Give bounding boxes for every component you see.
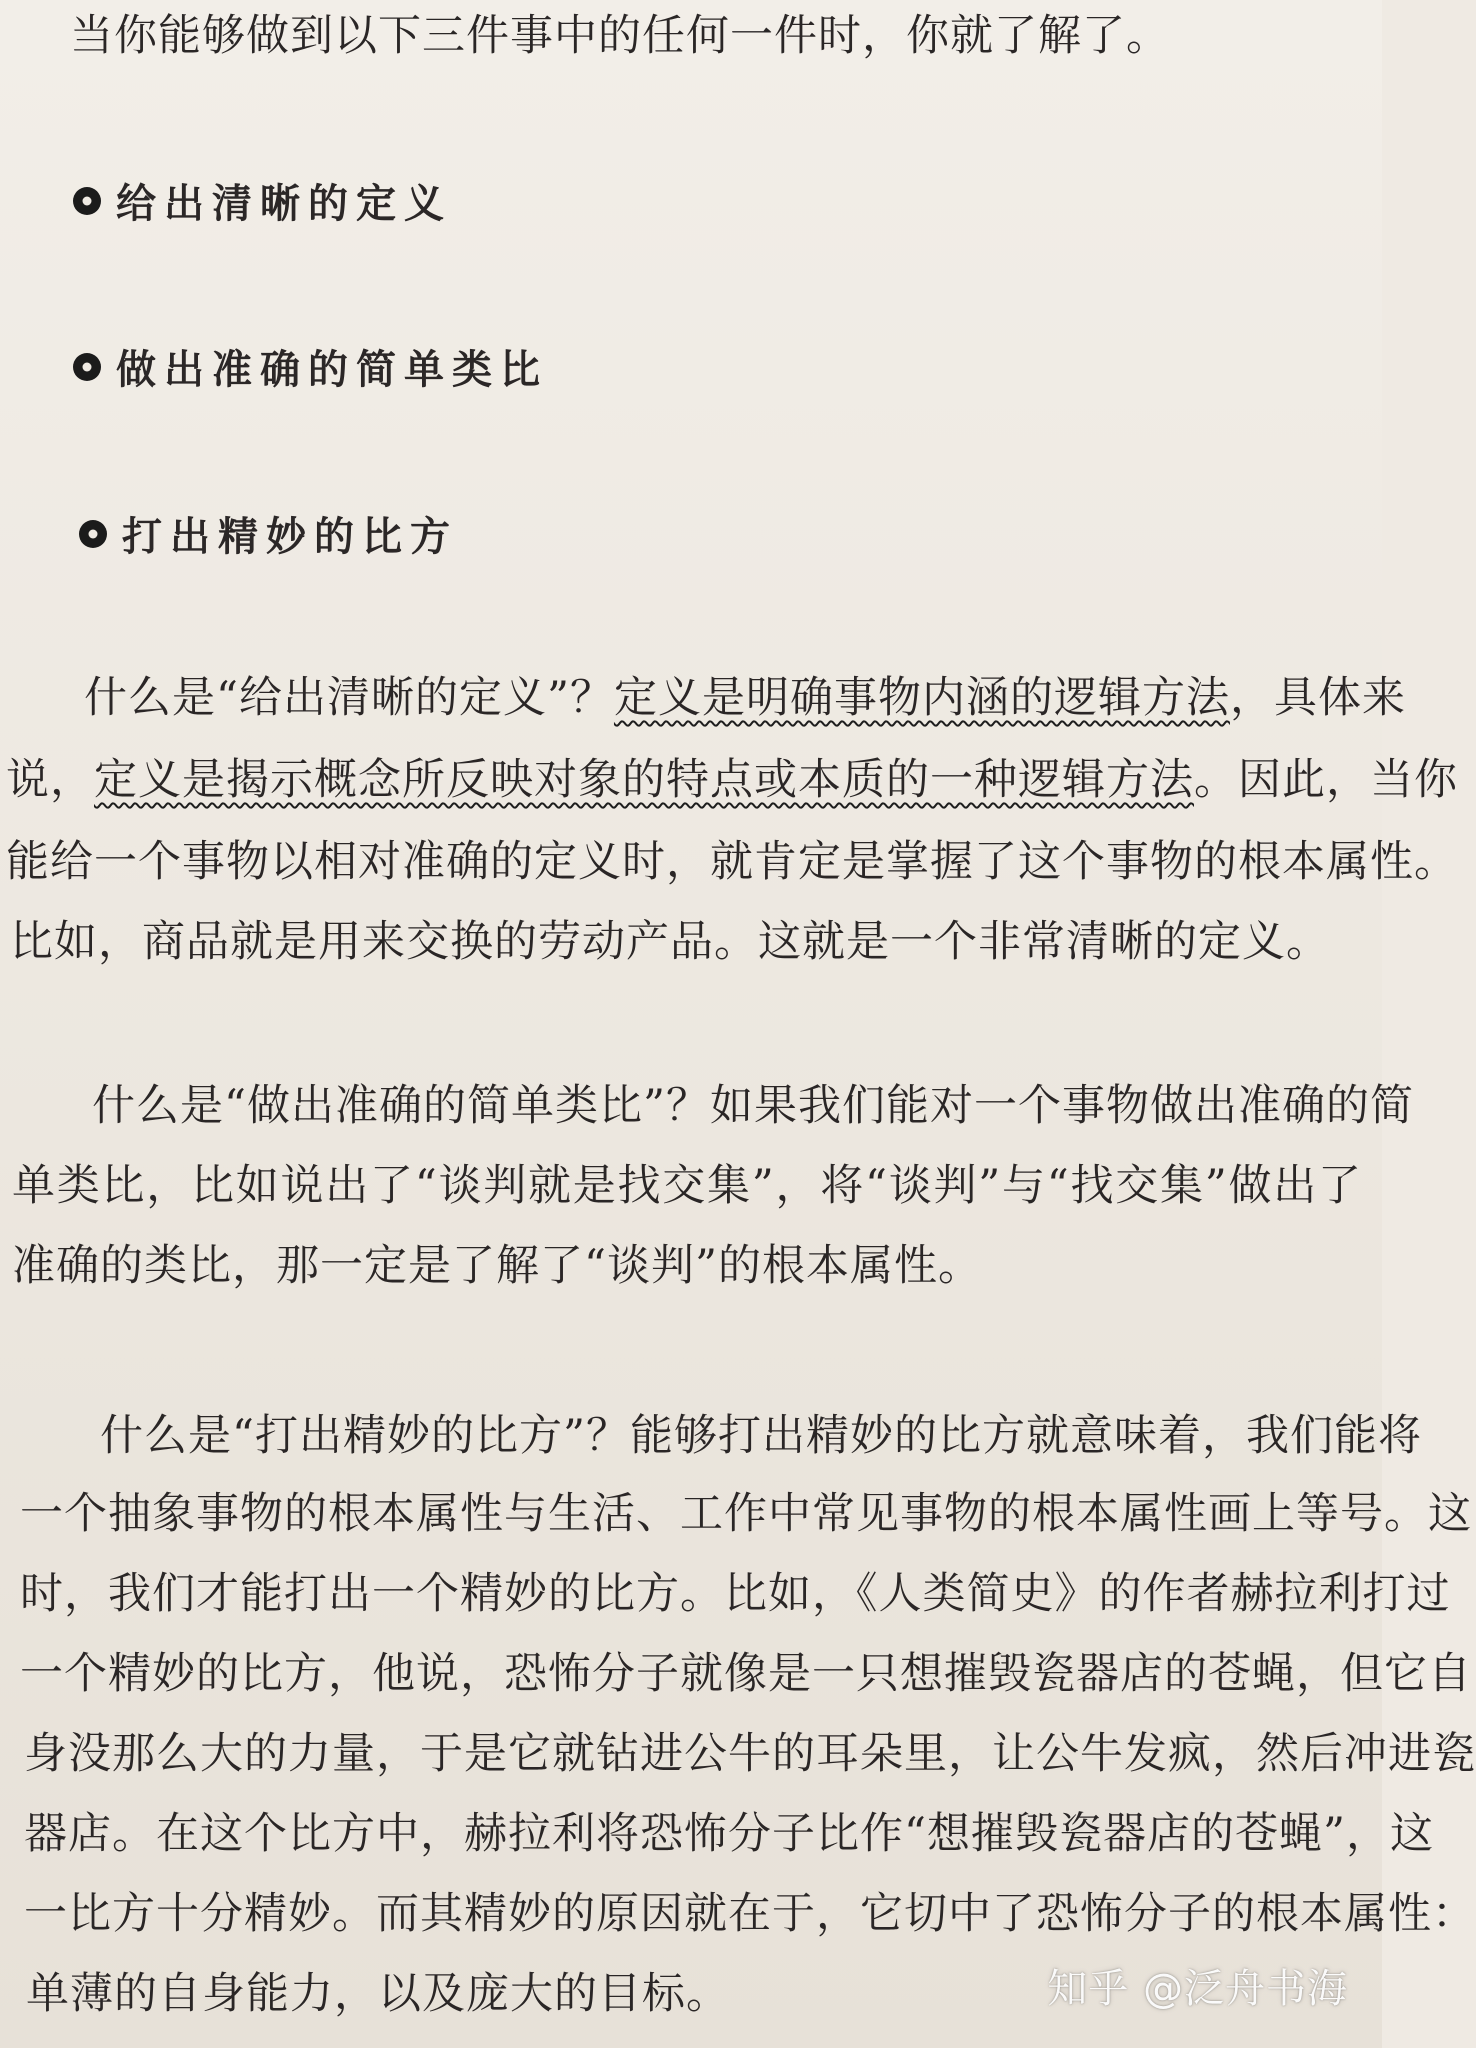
paragraph-line: 一个抽象事物的根本属性与生活、工作中常见事物的根本属性画上等号。这 xyxy=(20,1489,1472,1539)
underlined-definition: 定义是揭示概念所反映对象的特点或本质的一种逻辑方法 xyxy=(94,755,1194,805)
paragraph-line: 器店。在这个比方中，赫拉利将恐怖分子比作“想摧毁瓷器店的苍蝇”，这 xyxy=(24,1809,1434,1859)
paragraph-line: 时，我们才能打出一个精妙的比方。比如，《人类简史》的作者赫拉利打过 xyxy=(20,1569,1451,1619)
underlined-definition: 定义是明确事物内涵的逻辑方法 xyxy=(613,673,1230,723)
bullet-disc-icon xyxy=(72,186,102,216)
bullet-item xyxy=(72,172,452,229)
text-run: ，具体来 xyxy=(1229,673,1406,723)
paragraph-line: 一比方十分精妙。而其精妙的原因就在于，它切中了恐怖分子的根本属性： xyxy=(24,1889,1476,1939)
paragraph-line: 什么是“做出准确的简单类比”？如果我们能对一个事物做出准确的简 xyxy=(92,1081,1414,1131)
bullet-disc-icon xyxy=(72,352,102,382)
paragraph-line: 能给一个事物以相对准确的定义时，就肯定是掌握了这个事物的根本属性。 xyxy=(6,837,1458,887)
bullet-text: 给出清晰的定义 xyxy=(116,181,452,227)
paragraph-line: 身没那么大的力量，于是它就钻进公牛的耳朵里，让公牛发疯，然后冲进瓷 xyxy=(24,1729,1476,1779)
paragraph-line: 什么是“打出精妙的比方”？能够打出精妙的比方就意味着，我们能将 xyxy=(100,1411,1422,1461)
intro-line: 当你能够做到以下三件事中的任何一件时，你就了解了。 xyxy=(70,11,1170,61)
bullet-item xyxy=(78,505,458,562)
paragraph-line: 比如，商品就是用来交换的劳动产品。这就是一个非常清晰的定义。 xyxy=(10,917,1330,967)
text-run: 什么是“给出清晰的定义”？ xyxy=(84,673,614,723)
paragraph-line xyxy=(84,668,1406,728)
text-run: 说， xyxy=(6,755,94,805)
bullet-text: 打出精妙的比方 xyxy=(122,514,458,560)
zhihu-watermark: 知乎 @泛舟书海 xyxy=(1047,1966,1348,2012)
text-run: 。因此，当你 xyxy=(1194,755,1458,805)
paragraph-line xyxy=(6,750,1458,810)
paragraph-line: 准确的类比，那一定是了解了“谈判”的根本属性。 xyxy=(12,1241,982,1291)
paragraph-line: 单薄的自身能力，以及庞大的目标。 xyxy=(26,1969,730,2019)
bullet-text: 做出准确的简单类比 xyxy=(116,347,548,393)
bullet-item xyxy=(72,338,548,395)
paragraph-line: 单类比，比如说出了“谈判就是找交集”，将“谈判”与“找交集”做出了 xyxy=(12,1161,1362,1211)
paragraph-line: 一个精妙的比方，他说，恐怖分子就像是一只想摧毁瓷器店的苍蝇，但它自 xyxy=(20,1649,1472,1699)
bullet-disc-icon xyxy=(78,519,108,549)
